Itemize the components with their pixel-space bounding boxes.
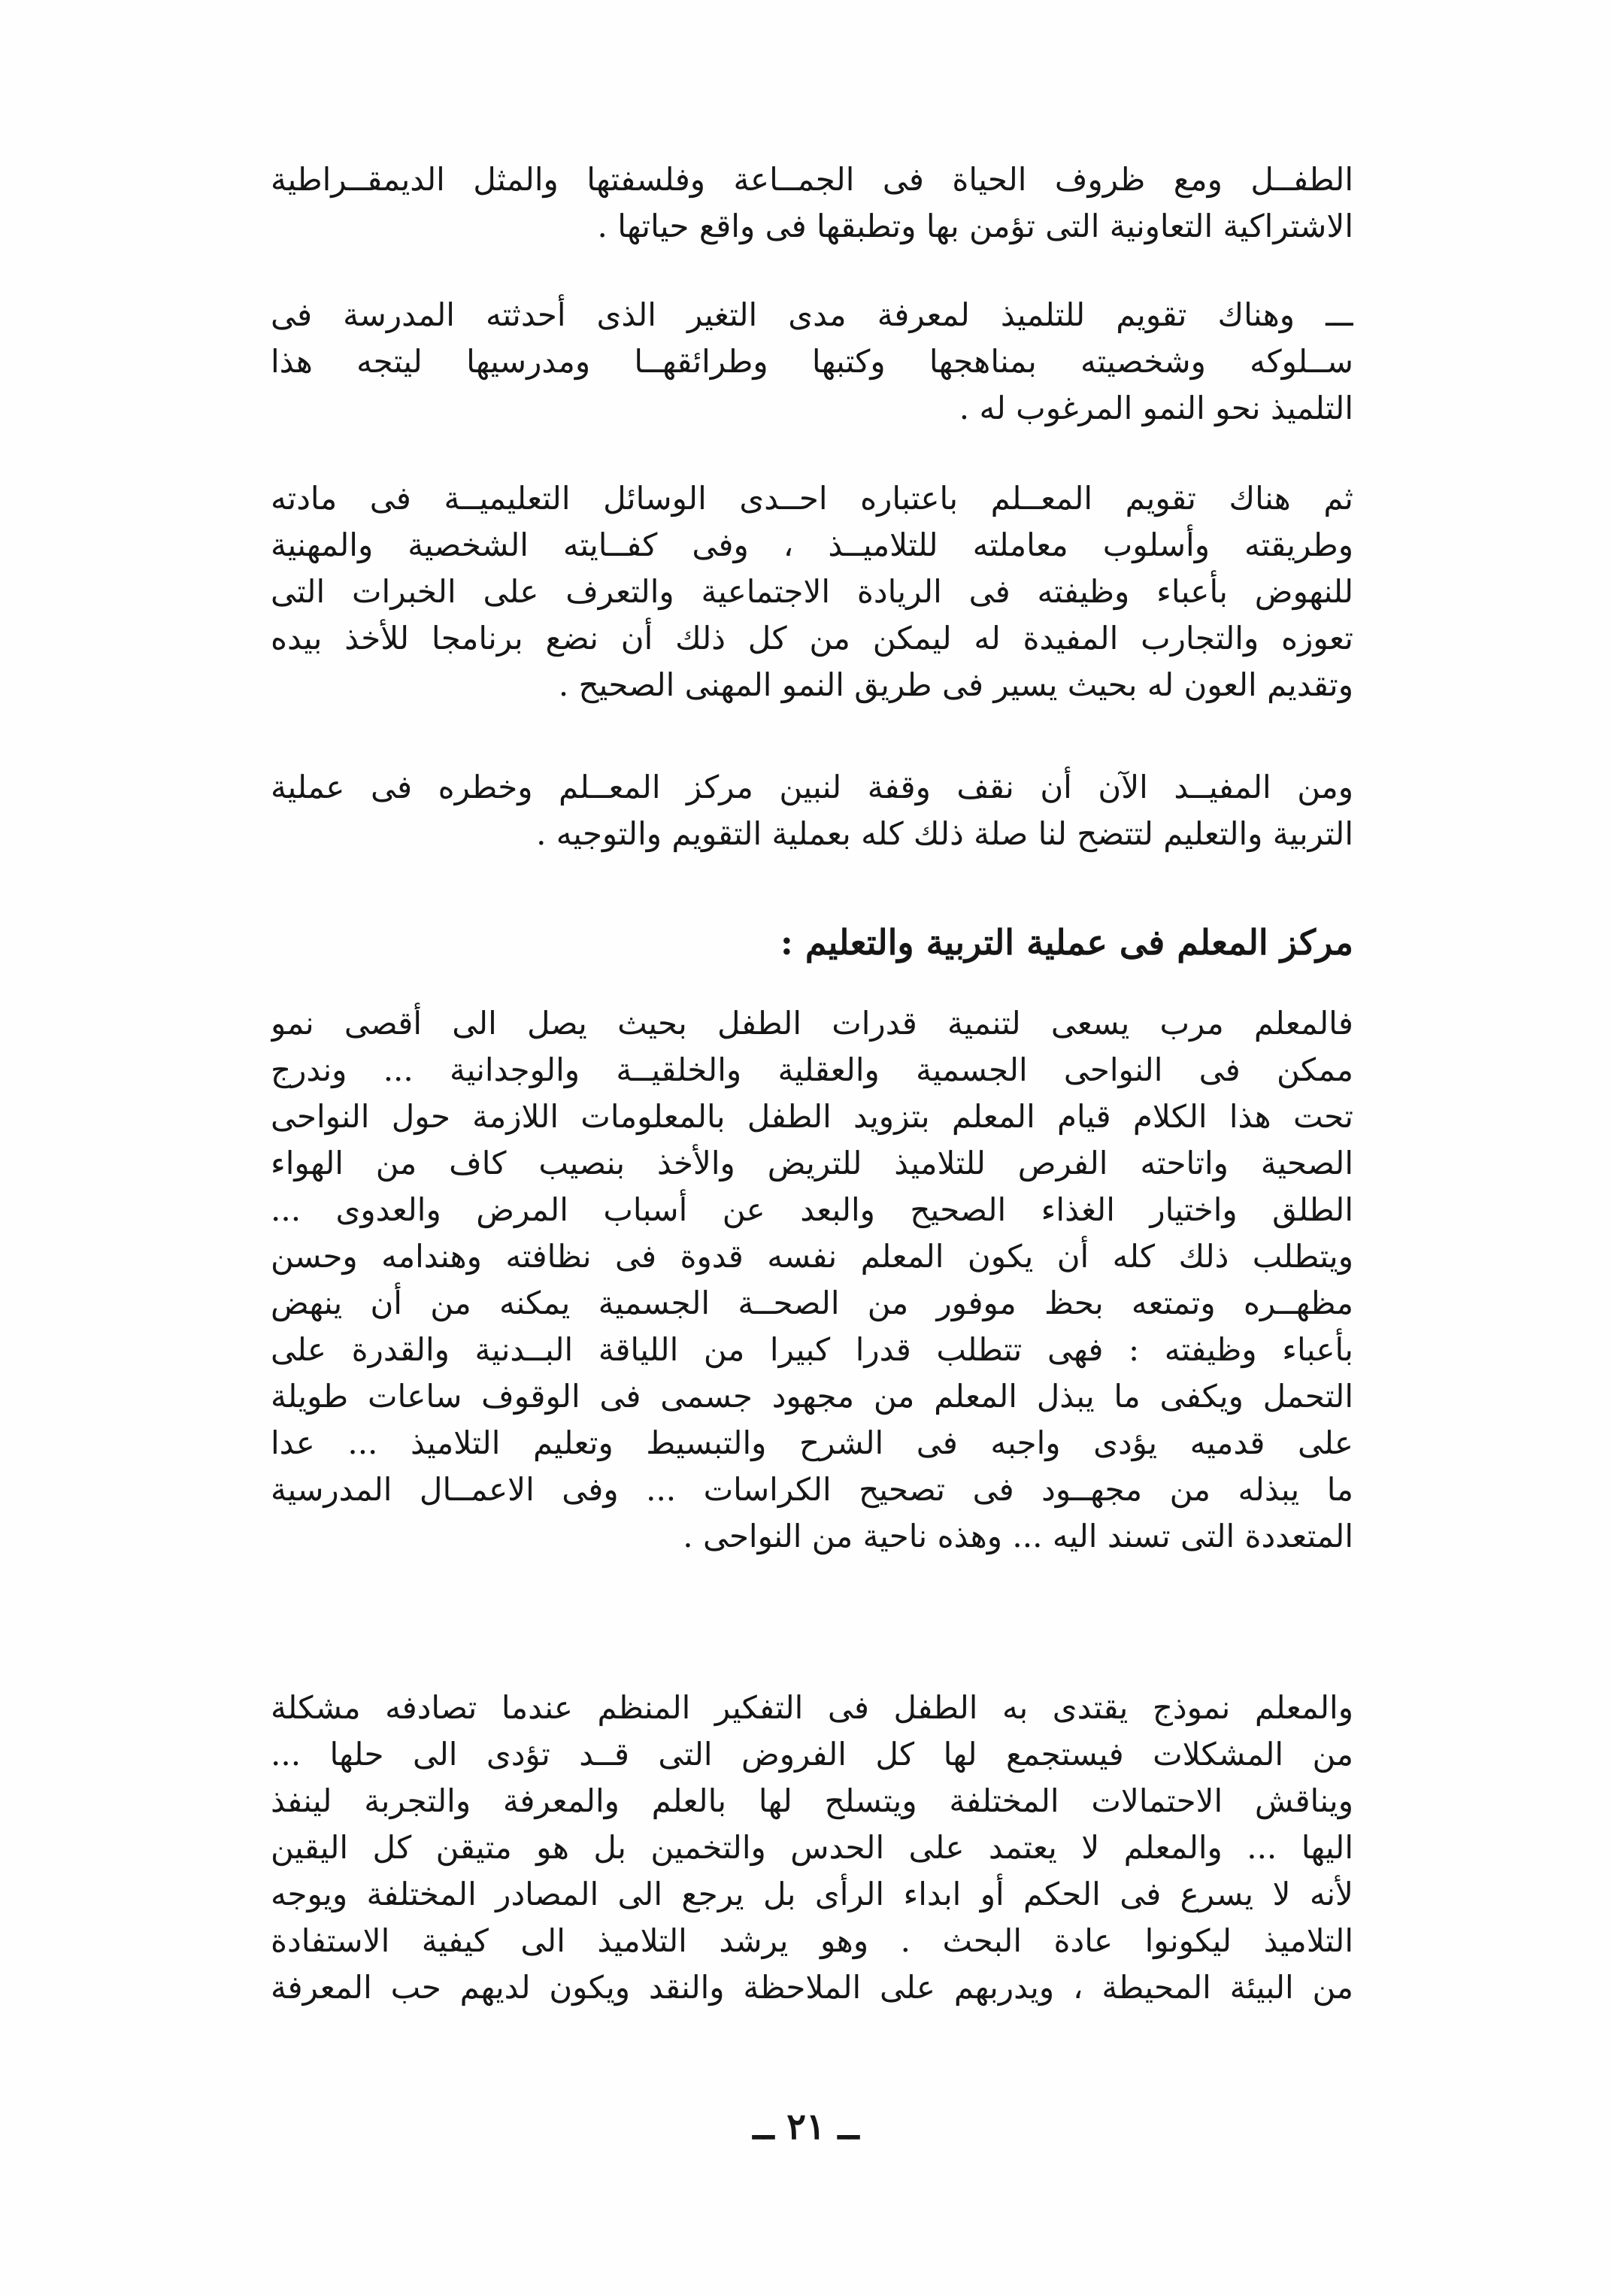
paragraph-4 — [271, 764, 1353, 857]
text-line: ممكن فى النواحى الجسمية والعقلية والخلقيــة والوجدانية ... وندرج — [271, 1051, 1353, 1088]
text-line: ـــ وهناك تقويم للتلميذ لمعرفة مدى التغير الذى أحدثته المدرسة فى — [271, 296, 1353, 333]
text-line: مظهــره وتمتعه بحظ موفور من الصحــة الجسمية يمكنه من أن ينهض — [271, 1284, 1353, 1321]
text-line: لأنه لا يسرع فى الحكم أو ابداء الرأى بل يرجع الى المصادر المختلفة ويوجه — [271, 1876, 1353, 1912]
text-line: تعوزه والتجارب المفيدة له ليمكن من كل ذلك أن نضع برنامجا للأخذ بيده — [271, 620, 1353, 657]
text-line: المتعددة التى تسند اليه ... وهذه ناحية من النواحى . — [683, 1518, 1353, 1554]
text-line: الاشتراكية التعاونية التى تؤمن بها وتطبقها فى واقع حياتها . — [597, 208, 1353, 244]
text-line: الصحية واتاحته الفرص للتلاميذ للتريض والأخذ بنصيب كاف من الهواء — [271, 1145, 1353, 1181]
paragraph-1 — [271, 156, 1353, 250]
text-line: فالمعلم مرب يسعى لتنمية قدرات الطفل بحيث يصل الى أقصى نمو — [271, 1005, 1353, 1042]
text-line: بأعباء وظيفته : فهى تتطلب قدرا كبيرا من اللياقة البــدنية والقدرة على — [271, 1331, 1353, 1368]
text-line: الطلق واختيار الغذاء الصحيح والبعد عن أسباب المرض والعدوى ... — [271, 1191, 1353, 1228]
paragraph-3 — [271, 475, 1353, 708]
text-line: من المشكلات فيستجمع لها كل الفروض التى قــد تؤدى الى حلها ... — [271, 1736, 1353, 1773]
text-line: للنهوض بأعباء وظيفته فى الريادة الاجتماعية والتعرف على الخبرات التى — [271, 573, 1353, 610]
text-line: اليها ... والمعلم لا يعتمد على الحدس والتخمين بل هو متيقن كل اليقين — [271, 1829, 1353, 1866]
paragraph-5 — [271, 1000, 1353, 1560]
text-line: والمعلم نموذج يقتدى به الطفل فى التفكير المنظم عندما تصادفه مشكلة — [271, 1689, 1353, 1726]
text-line: ثم هناك تقويم المعــلم باعتباره احــدى الوسائل التعليميــة فى مادته — [271, 480, 1353, 517]
text-line: ويتطلب ذلك كله أن يكون المعلم نفسه قدوة فى نظافته وهندامه وحسن — [271, 1238, 1353, 1275]
text-line: ما يبذله من مجهــود فى تصحيح الكراسات ... وفى الاعمــال المدرسية — [271, 1471, 1353, 1508]
text-line: على قدميه يؤدى واجبه فى الشرح والتبسيط وتعليم التلاميذ ... عدا — [271, 1424, 1353, 1461]
paragraph-6 — [271, 1685, 1353, 2011]
page-number: ــ ٢١ ــ — [753, 2106, 859, 2148]
text-line: وطريقته وأسلوب معاملته للتلاميــذ ، وفى كفــايته الشخصية والمهنية — [271, 526, 1353, 563]
text-line: ومن المفيــد الآن أن نقف وقفة لنبين مركز المعــلم وخطره فى عملية — [271, 769, 1353, 805]
text-line: ويناقش الاحتمالات المختلفة ويتسلح لها بالعلم والمعرفة والتجربة لينفذ — [271, 1782, 1353, 1819]
section-heading — [271, 919, 1353, 966]
text-line: وتقديم العون له بحيث يسير فى طريق النمو المهنى الصحيح . — [558, 666, 1353, 703]
paragraph-2 — [271, 292, 1353, 432]
text-line: التلميذ نحو النمو المرغوب له . — [959, 390, 1353, 426]
text-line: التلاميذ ليكونوا عادة البحث . وهو يرشد التلاميذ الى كيفية الاستفادة — [271, 1922, 1353, 1959]
text-line: الطفــل ومع ظروف الحياة فى الجمــاعة وفلسفتها والمثل الديمقــراطية — [271, 161, 1353, 198]
text-line: التربية والتعليم لتتضح لنا صلة ذلك كله بعملية التقويم والتوجيه . — [536, 815, 1353, 852]
text-line: تحت هذا الكلام قيام المعلم بتزويد الطفل بالمعلومات اللازمة حول النواحى — [271, 1098, 1353, 1135]
section-heading-text: مركز المعلم فى عملية التربية والتعليم : — [780, 922, 1353, 963]
text-line: ســلوكه وشخصيته بمناهجها وكتبها وطرائقهــا ومدرسيها ليتجه هذا — [271, 343, 1353, 380]
text-line: التحمل ويكفى ما يبذل المعلم من مجهود جسمى فى الوقوف ساعات طويلة — [271, 1378, 1353, 1415]
text-line: من البيئة المحيطة ، ويدربهم على الملاحظة والنقد ويكون لديهم حب المعرفة — [271, 1969, 1353, 2006]
